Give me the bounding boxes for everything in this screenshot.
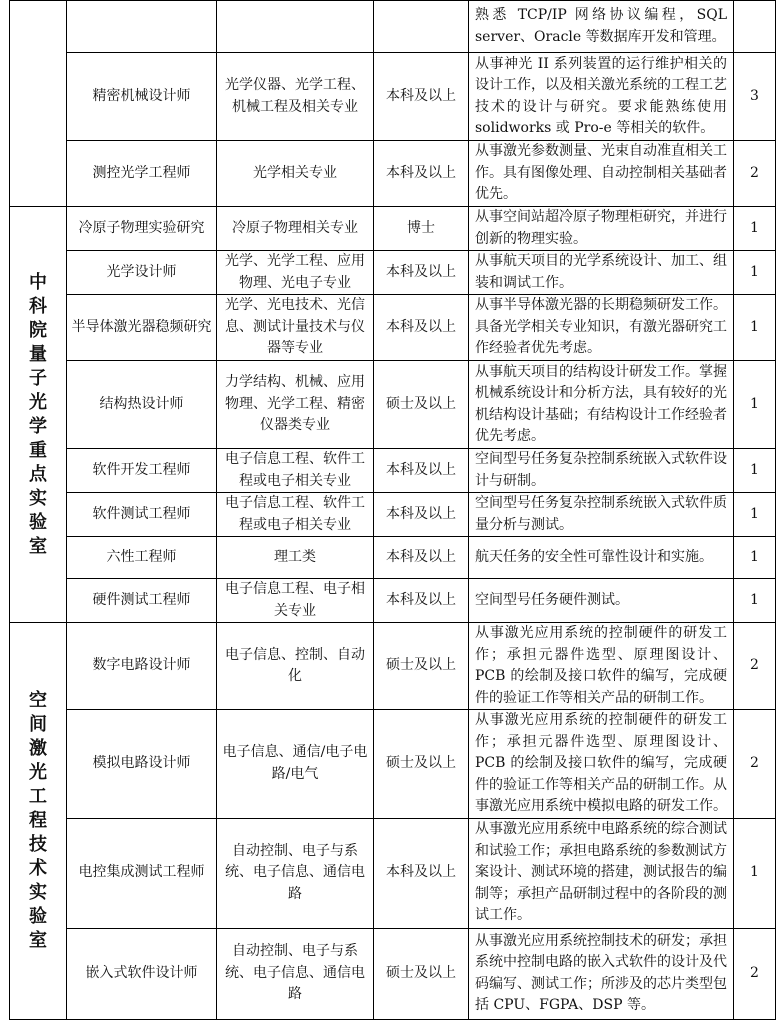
position-cell: [67, 1, 217, 53]
count-cell: 1: [734, 361, 776, 449]
description-cell: 空间型号任务复杂控制系统嵌入式软件设计与研制。: [469, 449, 734, 493]
description-cell: 从事航天项目的结构设计研发工作。掌握机械系统设计和分析方法，具有较好的光机结构设计基础；有结构设计工作经验者优先考虑。: [469, 361, 734, 449]
table-row: [10, 295, 776, 361]
position-cell: 光学设计师: [67, 251, 217, 295]
table-row: [10, 493, 776, 537]
major-cell: 电子信息、通信/电子电路/电气: [217, 710, 374, 819]
count-cell: [734, 1, 776, 53]
education-cell: 本科及以上: [374, 449, 469, 493]
position-cell: 半导体激光器稳频研究: [67, 295, 217, 361]
count-cell: 2: [734, 623, 776, 710]
table-row: [10, 361, 776, 449]
major-cell: 力学结构、机械、应用物理、光学工程、精密仪器类专业: [217, 361, 374, 449]
table-row: [10, 928, 776, 1019]
description-cell: 空间型号任务硬件测试。: [469, 579, 734, 623]
count-cell: 1: [734, 537, 776, 579]
table-row: [10, 1, 776, 53]
count-cell: 1: [734, 207, 776, 251]
department-cell: [10, 1, 67, 207]
major-cell: 光学相关专业: [217, 141, 374, 207]
department-cell: [10, 207, 67, 623]
count-cell: 1: [734, 579, 776, 623]
major-cell: 电子信息工程、软件工程或电子相关专业: [217, 493, 374, 537]
table-row: [10, 141, 776, 207]
table-row: [10, 710, 776, 819]
position-cell: 电控集成测试工程师: [67, 818, 217, 928]
count-cell: 2: [734, 141, 776, 207]
education-cell: 博士: [374, 207, 469, 251]
major-cell: 冷原子物理相关专业: [217, 207, 374, 251]
position-cell: 数字电路设计师: [67, 623, 217, 710]
position-cell: 精密机械设计师: [67, 53, 217, 141]
position-cell: 模拟电路设计师: [67, 710, 217, 819]
major-cell: 电子信息工程、软件工程或电子相关专业: [217, 449, 374, 493]
education-cell: 本科及以上: [374, 818, 469, 928]
education-cell: 本科及以上: [374, 53, 469, 141]
job-table-body: [10, 1, 776, 1020]
table-row: [10, 53, 776, 141]
education-cell: 本科及以上: [374, 295, 469, 361]
major-cell: 光学仪器、光学工程、机械工程及相关专业: [217, 53, 374, 141]
description-cell: 熟悉 TCP/IP 网络协议编程，SQL server、Oracle 等数据库开发和管理。: [469, 1, 734, 53]
position-cell: 硬件测试工程师: [67, 579, 217, 623]
description-cell: 从事神光 II 系列装置的运行维护相关的设计工作，以及相关激光系统的工程工艺技术的设计与研究。要求能熟练使用 solidworks 或 Pro-e 等相关的软件。: [469, 53, 734, 141]
education-cell: 硕士及以上: [374, 710, 469, 819]
position-cell: 结构热设计师: [67, 361, 217, 449]
description-cell: 从事激光应用系统的控制硬件的研发工作；承担元器件选型、原理图设计、PCB 的绘制及接口软件的编写，完成硬件的验证工作等相关产品的研制工作。: [469, 623, 734, 710]
count-cell: 1: [734, 295, 776, 361]
position-cell: 冷原子物理实验研究: [67, 207, 217, 251]
job-table: [9, 0, 776, 1020]
education-cell: [374, 1, 469, 53]
major-cell: 理工类: [217, 537, 374, 579]
position-cell: 软件开发工程师: [67, 449, 217, 493]
major-cell: 光学、光电技术、光信息、测试计量技术与仪器等专业: [217, 295, 374, 361]
department-name: 中科院量子光学重点实验室: [29, 271, 47, 557]
education-cell: 硕士及以上: [374, 928, 469, 1019]
education-cell: 本科及以上: [374, 537, 469, 579]
major-cell: 自动控制、电子与系统、电子信息、通信电路: [217, 818, 374, 928]
major-cell: 光学、光学工程、应用物理、光电子专业: [217, 251, 374, 295]
table-row: [10, 579, 776, 623]
count-cell: 1: [734, 493, 776, 537]
education-cell: 硕士及以上: [374, 361, 469, 449]
position-cell: 六性工程师: [67, 537, 217, 579]
education-cell: 本科及以上: [374, 251, 469, 295]
description-cell: 空间型号任务复杂控制系统嵌入式软件质量分析与测试。: [469, 493, 734, 537]
department-name: 空间激光工程技术实验室: [29, 689, 47, 951]
education-cell: 本科及以上: [374, 493, 469, 537]
table-row: [10, 623, 776, 710]
position-cell: 嵌入式软件设计师: [67, 928, 217, 1019]
table-row: [10, 449, 776, 493]
description-cell: 航天任务的安全性可靠性设计和实施。: [469, 537, 734, 579]
count-cell: 1: [734, 818, 776, 928]
major-cell: 电子信息、控制、自动化: [217, 623, 374, 710]
table-row: [10, 537, 776, 579]
table-row: [10, 207, 776, 251]
description-cell: 从事激光应用系统控制技术的研发；承担系统中控制电路的嵌入式软件的设计及代码编写、测试工作；所涉及的芯片类型包括 CPU、FGPA、DSP 等。: [469, 928, 734, 1019]
education-cell: 硕士及以上: [374, 623, 469, 710]
position-cell: 测控光学工程师: [67, 141, 217, 207]
description-cell: 从事半导体激光器的长期稳频研发工作。具备光学相关专业知识，有激光器研究工作经验者优先考虑。: [469, 295, 734, 361]
count-cell: 1: [734, 449, 776, 493]
major-cell: 电子信息工程、电子相关专业: [217, 579, 374, 623]
description-cell: 从事激光应用系统的控制硬件的研发工作；承担元器件选型、原理图设计、PCB 的绘制及接口软件的编写，完成硬件的验证工作等相关产品的研制工作。从事激光应用系统中模拟电路的研发工作。: [469, 710, 734, 819]
description-cell: 从事激光参数测量、光束自动准直相关工作。具有图像处理、自动控制相关基础者优先。: [469, 141, 734, 207]
education-cell: 本科及以上: [374, 141, 469, 207]
description-cell: 从事航天项目的光学系统设计、加工、组装和调试工作。: [469, 251, 734, 295]
education-cell: 本科及以上: [374, 579, 469, 623]
count-cell: 2: [734, 928, 776, 1019]
major-cell: 自动控制、电子与系统、电子信息、通信电路: [217, 928, 374, 1019]
table-row: [10, 818, 776, 928]
position-cell: 软件测试工程师: [67, 493, 217, 537]
description-cell: 从事空间站超冷原子物理柜研究，并进行创新的物理实验。: [469, 207, 734, 251]
description-cell: 从事激光应用系统中电路系统的综合测试和试验工作；承担电路系统的参数测试方案设计、测试环境的搭建，测试报告的编制等；承担产品研制过程中的各阶段的测试工作。: [469, 818, 734, 928]
table-row: [10, 251, 776, 295]
count-cell: 3: [734, 53, 776, 141]
department-cell: [10, 623, 67, 1020]
count-cell: 2: [734, 710, 776, 819]
count-cell: 1: [734, 251, 776, 295]
major-cell: [217, 1, 374, 53]
